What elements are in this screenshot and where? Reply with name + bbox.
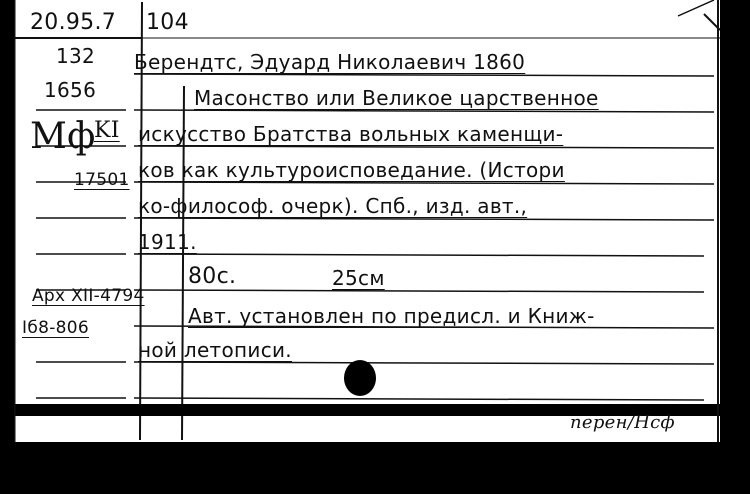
author-heading: Берендтс, Эдуард Николаевич 1860	[134, 50, 526, 74]
shelf-mark-roman: KI	[94, 118, 120, 143]
card-number: 104	[146, 10, 189, 35]
dimensions: 25см	[332, 266, 385, 290]
title-line-1: Масонство или Великое царственное	[194, 86, 599, 110]
cataloger-signature: перен/Нсф	[570, 412, 675, 433]
archive-code-primary: Арх XII-4794	[32, 286, 145, 306]
title-line-2: искусство Братства вольных каменщи-	[138, 122, 564, 146]
catalog-card	[14, 0, 720, 442]
archive-code-secondary: Іб8-806	[22, 318, 89, 338]
fraction-numerator: 132	[56, 44, 96, 68]
ink-blot	[344, 360, 376, 396]
note-line-1: Авт. установлен по предисл. и Книж-	[188, 304, 595, 328]
shelf-mark-letters: Мф	[30, 116, 96, 157]
fraction-denominator: 1656	[44, 78, 97, 102]
note-line-2: ной летописи.	[138, 338, 292, 362]
pagination: 80с.	[188, 264, 237, 289]
scan-border	[0, 442, 750, 494]
title-line-3: ков как культуроисповедание. (Истори	[138, 158, 565, 182]
imprint-year: 1911.	[138, 230, 197, 254]
imprint-line: ко-философ. очерк). Спб., изд. авт.,	[138, 194, 528, 218]
shelf-mark-number: 17501	[74, 170, 130, 190]
accession-number: 20.95.7	[30, 10, 117, 35]
